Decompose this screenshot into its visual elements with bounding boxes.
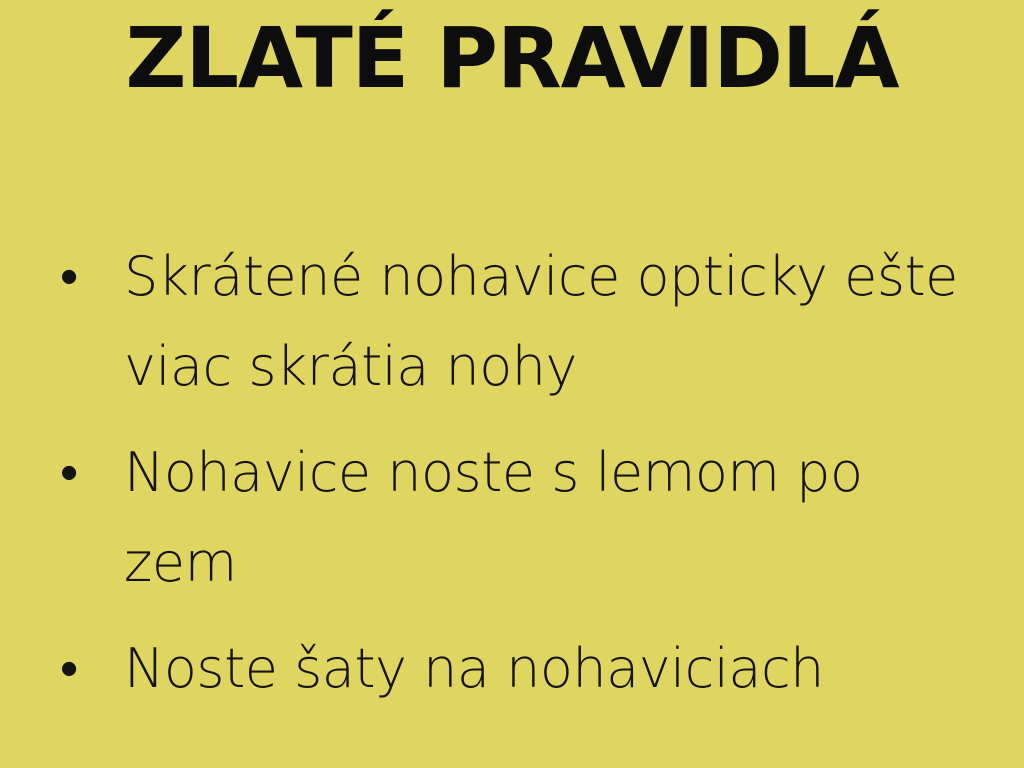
bullet-point-icon: • <box>60 248 79 306</box>
bullet-list <box>48 232 978 730</box>
list-item <box>48 428 978 608</box>
list-item-label: Noste šaty na nohaviciach <box>124 637 824 700</box>
list-item-label: Skrátené nohavice opticky ešte viac skrátia nohy <box>124 245 958 398</box>
list-item <box>48 624 978 714</box>
bullet-point-icon: • <box>60 444 79 502</box>
bullet-point-icon: • <box>60 640 79 698</box>
list-item <box>48 232 978 412</box>
page-title: ZLATÉ PRAVIDLÁ <box>125 9 899 107</box>
list-item-label: Nohavice noste s lemom po zem <box>124 441 863 594</box>
